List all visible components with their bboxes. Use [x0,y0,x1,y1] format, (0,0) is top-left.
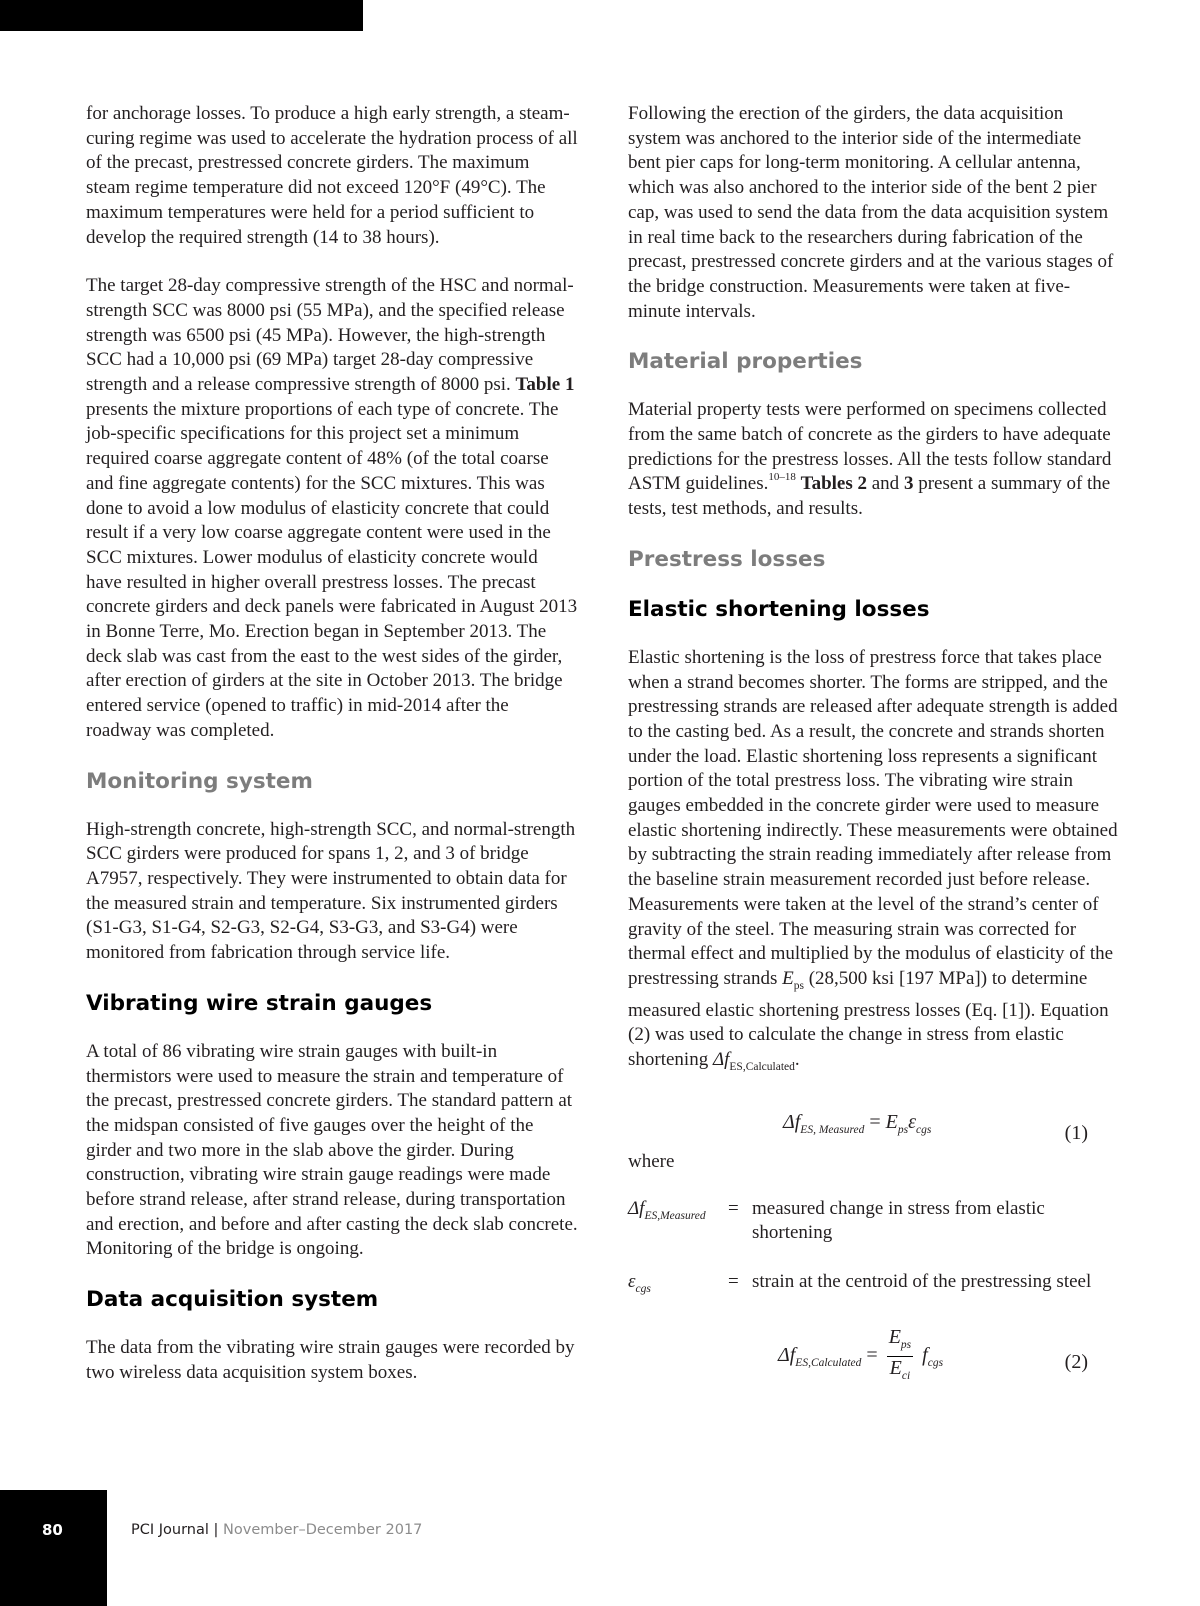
equation-number: (2) [1064,1350,1088,1373]
subheading-elastic: Elastic shortening losses [628,596,930,622]
subheading-vibrating-wire: Vibrating wire strain gauges [86,990,433,1016]
right-column [628,102,1118,1396]
left-column [86,102,578,1410]
subheading-data-acquisition: Data acquisition system [86,1287,379,1313]
definition-row: $\varepsilon_{cgs}$ = strain at the centroid of the prestressing steel [628,1270,1092,1295]
top-black-bar [0,0,363,31]
paragraph: A total of 86 vibrating wire strain gauges with built-in thermistors were used to measure the strain and temperature of the precast, prestressed concrete girders. The standard pattern at the midspan consisted of five gauges over the height of the girder and two more in the slab above the girder. During construction, vibrating wire strain gauge readings were made before strand release, after strand release, during transportation and erection, and before and after casting the deck slab concrete. Monitoring of the bridge is ongoing. [86,1040,578,1260]
page-number: 80 [42,1521,63,1539]
fraction: $\frac{E_{ps}}{E_{ci}}$ [888,1325,912,1382]
paragraph: The data from the vibrating wire strain gauges were recorded by two wireless data acquisition system boxes. [86,1337,575,1383]
citation-ref: 10–18 [768,471,796,484]
equation-1: $\Delta f_{ES, Measured} = E_{ps}\varepsilon_{cgs}$ (1) [783,1110,1088,1144]
journal-footer: PCI Journal | November–December 2017 [131,1522,423,1538]
page-number-box [0,1490,107,1606]
table-ref: Table 1 [515,374,575,396]
equation-2: $\Delta f_{ES,Calculated}$ = $\frac{E_{ps}}{E_{ci}}$ $f_{cgs}$ (2) [628,1326,1118,1396]
section-heading-material: Material properties [628,349,863,375]
paragraph: The target 28-day compressive strength of the HSC and normal-strength SCC was 8000 psi (55 MPa), and the specified release strength was 6500 psi (45 MPa). However, the high-strength SCC had a 10,000 psi (69 MPa) target 28-day compressive strength and a release compressive strength of 8000 psi. Table 1 presents the mixture proportions of each type of concrete. The job-specific specifications for this project set a minimum required coarse aggregate content of 48% (of the total coarse and fine aggregate contents) for the SCC mixtures. This was done to avoid a low modulus of elasticity concrete that could result if a very low coarse aggregate content were used in the SCC mixtures. Lower modulus of elasticity concrete would have resulted in higher overall prestress losses. The precast concrete girders and deck panels were fabricated in August 2013 in Bonne Terre, Mo. Erection began in September 2013. The deck slab was cast from the east to the west sides of the girder, after erection of girders at the site in October 2013. The bridge entered service (opened to traffic) in mid-2014 after the roadway was completed. [86,275,578,741]
equation-number: (1) [1064,1121,1088,1144]
definition-row: $\Delta f_{ES,Measured}$ = measured change in stress from elastic shortening [628,1197,1045,1244]
definitions [628,1197,1118,1302]
section-heading-monitoring: Monitoring system [86,768,313,794]
paragraph: for anchorage losses. To produce a high early strength, a steam-curing regime was used to accelerate the hydration process of all of the precast, prestressed concrete girders. The maximum steam regime temperature did not exceed 120°F (49°C). The maximum temperatures were held for a period sufficient to develop the required strength (14 to 38 hours). [86,103,578,248]
paragraph: Material property tests were performed on specimens collected from the same batch of concrete as the girders to have adequate predictions for the prestress losses. All the tests follow standard ASTM guidelines.$^{10-18}$ Tables 2 and 3 present a summary of the tests, test methods, and results. [628,399,1112,520]
paragraph: Following the erection of the girders, the data acquisition system was anchored to the interior side of the intermediate bent pier caps for long-term monitoring. A cellular antenna, which was also anchored to the interior side of the bent 2 pier cap, was used to send the data from the data acquisition system in real time back to the researchers during fabrication of the precast, prestressed concrete girders and at the various stages of the bridge construction. Measurements were taken at five-minute intervals. [628,103,1114,322]
where-label: where [628,1150,675,1172]
paragraph: Elastic shortening is the loss of prestress force that takes place when a strand becomes shorter. The forms are stripped, and the prestressing strands are released after adequate strength is added to the casting bed. As a result, the concrete and strands shorten under the load. Elastic shortening loss represents a significant portion of the total prestress loss. The vibrating wire strain gauges embedded in the concrete girder were used to measure elastic shortening indirectly. These measurements were obtained by subtracting the strain reading immediately after release from the baseline strain measurement recorded just before release. Measurements were taken at the level of the strand’s center of gravity of the steel. The measuring strain was corrected for thermal effect and multiplied by the modulus of elasticity of the prestressing strands $E_{ps}$ (28,500 ksi [197 MPa]) to determine measured elastic shortening prestress losses (Eq. [1]). Equation (2) was used to calculate the change in stress from elastic shortening $\Delta f_{ES,Calculated}$. [628,646,1118,1074]
paragraph: High-strength concrete, high-strength SCC, and normal-strength SCC girders were produced for spans 1, 2, and 3 of bridge A7957, respectively. They were instrumented to obtain data for the measured strain and temperature. Six instrumented girders (S1-G3, S1-G4, S2-G3, S2-G4, S3-G3, and S3-G4) were monitored from fabrication through service life. [86,818,576,964]
section-heading-prestress: Prestress losses [628,546,826,572]
